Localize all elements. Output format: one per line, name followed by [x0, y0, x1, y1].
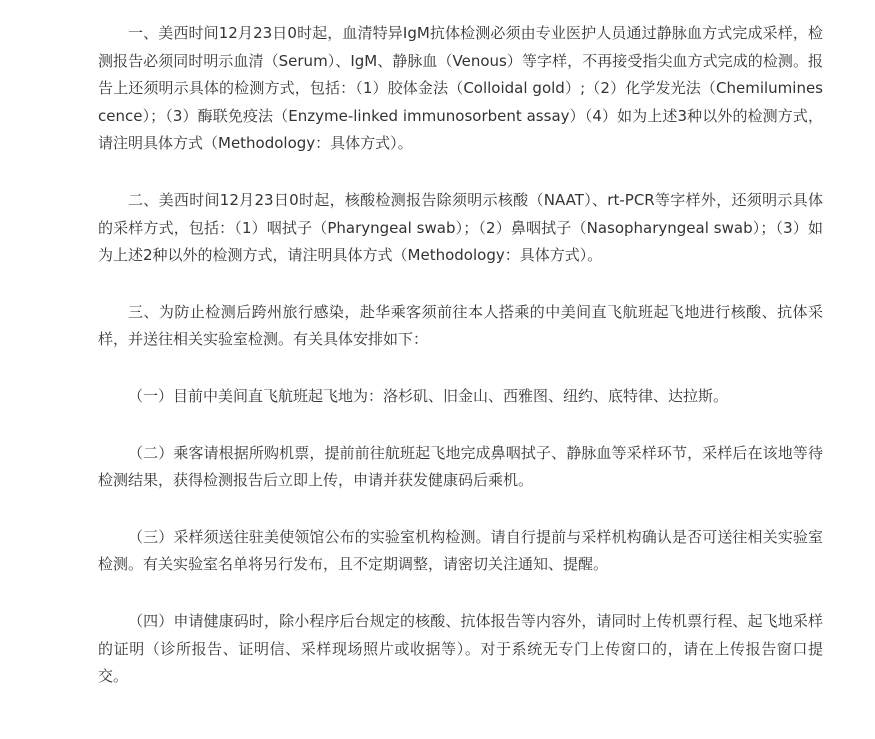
paragraph-7: （四）申请健康码时，除小程序后台规定的核酸、抗体报告等内容外，请同时上传机票行程、起飞地采样的证明（诊所报告、证明信、采样现场照片或收据等）。对于系统无专门上传窗口的，请在上传报告窗口提交。	[98, 611, 823, 686]
paragraph-1: 一、美西时间12月23日0时起，血清特异IgM抗体检测必须由专业医护人员通过静脉血方式完成采样，检测报告必须同时明示血清（Serum）、IgM、静脉血（Venous）等字样，不再接受指尖血方式完成的检测。报告上还须明示具体的检测方式，包括：（1）胶体金法（Colloidal gold）;（2）化学发光法（Chemiluminescence）；（3）酶联免疫法（Enzyme-linked immunosorbent assay）（4）如为上述3种以外的检测方式，请注明具体方式（Methodology：具体方式）。	[98, 24, 823, 153]
paragraph-5: （二）乘客请根据所购机票，提前前往航班起飞地完成鼻咽拭子、静脉血等采样环节，采样后在该地等待检测结果，获得检测报告后立即上传，申请并获发健康码后乘机。	[98, 443, 823, 490]
paragraph-3: 三、为防止检测后跨州旅行感染，赴华乘客须前往本人搭乘的中美间直飞航班起飞地进行核酸、抗体采样，并送往相关实验室检测。有关具体安排如下：	[98, 302, 823, 349]
paragraph-4: （一）目前中美间直飞航班起飞地为：洛杉矶、旧金山、西雅图、纽约、底特律、达拉斯。	[128, 386, 729, 405]
paragraph-2: 二、美西时间12月23日0时起，核酸检测报告除须明示核酸（NAAT）、rt-PCR等字样外，还须明示具体的采样方式，包括：（1）咽拭子（Pharyngeal swab）；（2）鼻咽拭子（Nasopharyngeal swab）；（3）如为上述2种以外的检测方式，请注明具体方式（Methodology：具体方式）。	[98, 190, 823, 265]
paragraph-6: （三）采样须送往驻美使领馆公布的实验室机构检测。请自行提前与采样机构确认是否可送往相关实验室检测。有关实验室名单将另行发布，且不定期调整，请密切关注通知、提醒。	[98, 527, 823, 574]
